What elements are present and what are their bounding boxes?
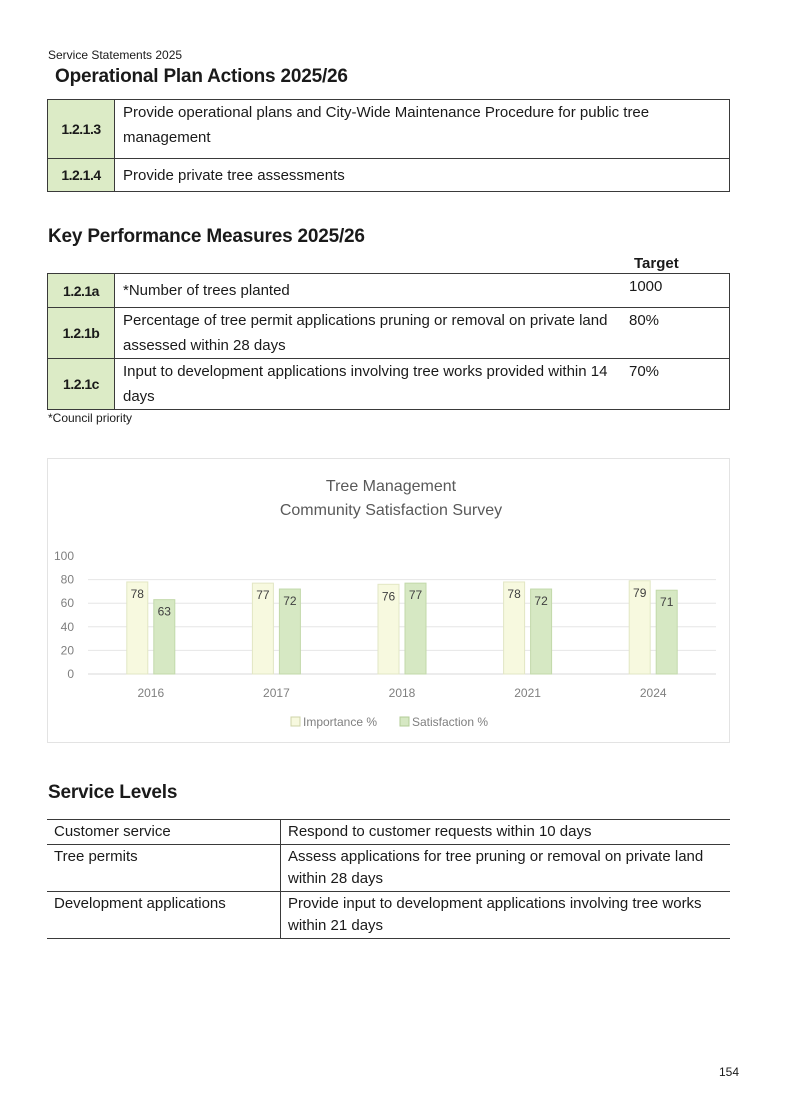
data-label: 79: [633, 585, 647, 600]
chart-legend: [291, 715, 488, 729]
table-row: [47, 820, 730, 845]
satisfaction-chart: [47, 458, 730, 743]
action-code: 1.2.1.4: [48, 159, 115, 192]
kpm-description: *Number of trees planted: [115, 274, 626, 308]
service-name: Tree permits: [47, 845, 281, 892]
x-tick-label: 2016: [137, 686, 165, 700]
operational-plan-table: [47, 99, 730, 192]
action-description: Provide private tree assessments: [115, 159, 730, 192]
service-level: Respond to customer requests within 10 days: [281, 820, 731, 845]
kpm-target: 70%: [625, 359, 730, 410]
x-tick-label: 2018: [388, 686, 416, 700]
x-tick-label: 2024: [639, 686, 667, 700]
service-levels-title: Service Levels: [48, 782, 178, 803]
table-row: [48, 159, 730, 192]
kpm-code: 1.2.1b: [48, 308, 115, 359]
page-number: 154: [719, 1065, 740, 1079]
legend-label: Importance %: [303, 715, 378, 729]
service-level: Assess applications for tree pruning or removal on private land within 28 days: [281, 845, 731, 892]
footnote: *Council priority: [48, 411, 133, 425]
chart-title: Tree Management: [325, 478, 457, 495]
data-label: 63: [157, 604, 171, 619]
data-label: 71: [660, 595, 674, 610]
data-label: 72: [283, 594, 297, 609]
y-tick-label: 40: [60, 619, 74, 634]
chart-subtitle: Community Satisfaction Survey: [279, 502, 503, 519]
chart-gridlines: [88, 580, 716, 674]
operational-plan-title: Operational Plan Actions 2025/26: [55, 66, 348, 87]
data-label: 78: [130, 586, 144, 601]
kpm-description: Percentage of tree permit applications pruning or removal on private land assessed within 28 days: [115, 308, 626, 359]
action-description: Provide operational plans and City-Wide Maintenance Procedure for public tree management: [115, 100, 730, 159]
y-tick-label: 20: [60, 643, 74, 658]
x-tick-label: 2021: [514, 686, 541, 700]
data-label: 77: [408, 588, 423, 603]
legend-swatch: [400, 717, 409, 726]
kpm-code: 1.2.1a: [48, 274, 115, 308]
table-row: [47, 892, 730, 939]
kpm-description: Input to development applications involving tree works provided within 14 days: [115, 359, 626, 410]
y-tick-label: 100: [53, 549, 74, 563]
kpm-target: 1000: [625, 274, 730, 308]
target-column-header: Target: [634, 255, 679, 272]
table-row: [48, 100, 730, 159]
service-level: Provide input to development applications involving tree works within 21 days: [281, 892, 731, 939]
y-tick-label: 80: [60, 572, 74, 587]
table-row: [48, 308, 730, 359]
table-row: [47, 845, 730, 892]
legend-label: Satisfaction %: [412, 715, 489, 729]
service-levels-table: [47, 819, 730, 939]
kpm-target: 80%: [625, 308, 730, 359]
service-name: Development applications: [47, 892, 281, 939]
data-label: 78: [507, 586, 521, 601]
table-row: [48, 274, 730, 308]
document-header-label: Service Statements 2025: [48, 48, 183, 62]
chart-bars: [127, 581, 677, 674]
x-tick-label: 2017: [263, 686, 290, 700]
chart-svg: [48, 459, 731, 744]
kpm-table: [47, 273, 730, 410]
y-tick-label: 60: [60, 596, 74, 611]
table-row: [48, 359, 730, 410]
service-name: Customer service: [47, 820, 281, 845]
kpm-code: 1.2.1c: [48, 359, 115, 410]
data-label: 77: [256, 588, 270, 603]
legend-swatch: [291, 717, 300, 726]
action-code: 1.2.1.3: [48, 100, 115, 159]
y-tick-label: 0: [67, 667, 74, 681]
data-label: 72: [534, 594, 548, 609]
data-label: 76: [381, 589, 396, 604]
kpm-title: Key Performance Measures 2025/26: [48, 226, 365, 247]
